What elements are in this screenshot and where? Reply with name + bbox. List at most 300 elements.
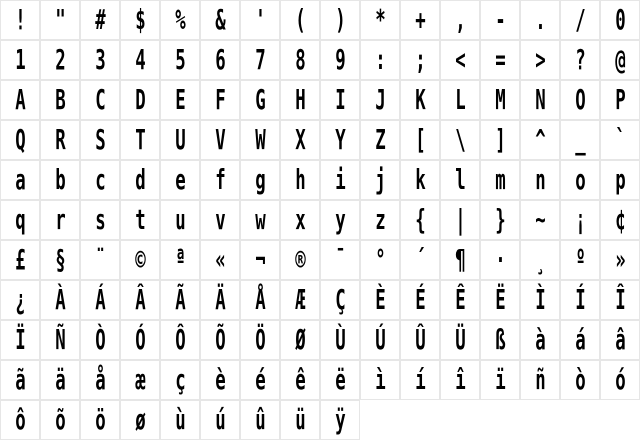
- glyph: 9: [334, 43, 346, 76]
- glyph: C: [94, 83, 106, 116]
- glyph: ê: [294, 363, 306, 396]
- glyph-cell: [560, 240, 600, 280]
- glyph-cell: [480, 360, 520, 400]
- glyph: î: [454, 363, 466, 396]
- glyph: 4: [134, 43, 146, 76]
- glyph-cell: [200, 200, 240, 240]
- glyph: v: [214, 203, 226, 236]
- glyph-cell: [480, 200, 520, 240]
- glyph-cell: [240, 240, 280, 280]
- glyph-cell: [440, 240, 480, 280]
- glyph: i: [334, 163, 346, 196]
- glyph: §: [54, 243, 66, 276]
- glyph: O: [574, 83, 586, 116]
- glyph-cell: [600, 0, 640, 40]
- glyph: Ä: [214, 283, 226, 316]
- glyph-cell: [0, 160, 40, 200]
- glyph: ñ: [534, 363, 546, 396]
- glyph-cell: [120, 160, 160, 200]
- glyph-cell: [560, 0, 600, 40]
- glyph: }: [494, 203, 506, 236]
- glyph: å: [94, 363, 106, 396]
- glyph-cell: [0, 80, 40, 120]
- glyph: @: [614, 43, 626, 76]
- glyph: P: [614, 83, 626, 116]
- glyph-cell: [160, 200, 200, 240]
- glyph: d: [134, 163, 146, 196]
- glyph: ÿ: [334, 403, 346, 436]
- glyph: ?: [574, 43, 586, 76]
- glyph-cell: [400, 320, 440, 360]
- glyph: :: [374, 43, 386, 76]
- glyph: Ö: [254, 323, 266, 356]
- glyph: !: [14, 3, 26, 36]
- glyph-cell: [160, 40, 200, 80]
- glyph: 3: [94, 43, 106, 76]
- glyph: `: [614, 123, 626, 156]
- glyph: J: [374, 83, 386, 116]
- glyph: »: [614, 243, 626, 276]
- glyph-cell: [280, 320, 320, 360]
- glyph-cell: [240, 80, 280, 120]
- glyph-cell: [560, 120, 600, 160]
- glyph-cell: [80, 240, 120, 280]
- glyph: £: [14, 243, 26, 276]
- glyph-cell: [120, 280, 160, 320]
- glyph-cell: [80, 360, 120, 400]
- glyph-cell: [0, 120, 40, 160]
- glyph-cell: [480, 240, 520, 280]
- glyph-cell: [40, 120, 80, 160]
- glyph: °: [374, 243, 386, 276]
- glyph: (: [294, 3, 306, 36]
- glyph: Ü: [454, 323, 466, 356]
- glyph-cell: [400, 240, 440, 280]
- glyph: Y: [334, 123, 346, 156]
- glyph: M: [494, 83, 506, 116]
- glyph-cell: [280, 80, 320, 120]
- glyph-cell: [160, 360, 200, 400]
- glyph: É: [414, 283, 426, 316]
- glyph: b: [54, 163, 66, 196]
- glyph-cell: [440, 120, 480, 160]
- glyph-cell: [360, 200, 400, 240]
- glyph: A: [14, 83, 26, 116]
- glyph: a: [14, 163, 26, 196]
- glyph-cell: [560, 80, 600, 120]
- glyph: Ç: [334, 283, 346, 316]
- empty-cell: [440, 400, 480, 440]
- glyph-cell: [520, 160, 560, 200]
- glyph-cell: [600, 240, 640, 280]
- glyph-cell: [520, 80, 560, 120]
- glyph: l: [454, 163, 466, 196]
- glyph-cell: [480, 120, 520, 160]
- glyph-cell: [0, 40, 40, 80]
- empty-cell: [360, 400, 400, 440]
- glyph-cell: [160, 160, 200, 200]
- glyph-cell: [160, 320, 200, 360]
- glyph-cell: [0, 320, 40, 360]
- glyph: ¨: [94, 243, 106, 276]
- glyph: X: [294, 123, 306, 156]
- glyph-cell: [80, 280, 120, 320]
- glyph: «: [214, 243, 226, 276]
- glyph-cell: [400, 160, 440, 200]
- glyph-cell: [40, 200, 80, 240]
- glyph-cell: [360, 80, 400, 120]
- glyph: è: [214, 363, 226, 396]
- glyph: Ø: [294, 323, 306, 356]
- glyph-cell: [40, 360, 80, 400]
- glyph-cell: [280, 360, 320, 400]
- glyph-cell: [160, 80, 200, 120]
- glyph-cell: [80, 200, 120, 240]
- glyph-cell: [440, 360, 480, 400]
- empty-cell: [560, 400, 600, 440]
- glyph-cell: [0, 280, 40, 320]
- empty-cell: [600, 400, 640, 440]
- glyph-cell: [120, 360, 160, 400]
- glyph: H: [294, 83, 306, 116]
- glyph: Á: [94, 283, 106, 316]
- glyph: /: [574, 3, 586, 36]
- glyph-cell: [520, 240, 560, 280]
- glyph: h: [294, 163, 306, 196]
- glyph-cell: [360, 160, 400, 200]
- glyph-cell: [200, 360, 240, 400]
- glyph-cell: [320, 160, 360, 200]
- glyph: #: [94, 3, 106, 36]
- glyph: Ê: [454, 283, 466, 316]
- empty-cell: [400, 400, 440, 440]
- glyph-cell: [80, 0, 120, 40]
- glyph-cell: [200, 120, 240, 160]
- glyph-cell: [600, 160, 640, 200]
- glyph: Ë: [494, 283, 506, 316]
- glyph-cell: [360, 240, 400, 280]
- glyph: Z: [374, 123, 386, 156]
- glyph: ·: [494, 243, 506, 276]
- glyph-cell: [400, 120, 440, 160]
- glyph-cell: [120, 240, 160, 280]
- glyph: ¬: [254, 243, 266, 276]
- glyph-cell: [440, 160, 480, 200]
- glyph: w: [254, 203, 266, 236]
- glyph: B: [54, 83, 66, 116]
- glyph-cell: [240, 200, 280, 240]
- glyph: ]: [494, 123, 506, 156]
- glyph-cell: [480, 0, 520, 40]
- glyph-cell: [200, 160, 240, 200]
- glyph-cell: [200, 240, 240, 280]
- glyph-cell: [240, 360, 280, 400]
- glyph: t: [134, 203, 146, 236]
- empty-cell: [480, 400, 520, 440]
- glyph-cell: [240, 160, 280, 200]
- glyph-cell: [80, 320, 120, 360]
- glyph: æ: [134, 363, 146, 396]
- glyph-cell: [440, 40, 480, 80]
- glyph: À: [54, 283, 66, 316]
- glyph-cell: [600, 80, 640, 120]
- glyph-cell: [0, 0, 40, 40]
- glyph-cell: [400, 40, 440, 80]
- glyph-cell: [400, 360, 440, 400]
- glyph: º: [574, 243, 586, 276]
- glyph-cell: [400, 0, 440, 40]
- glyph-cell: [480, 320, 520, 360]
- glyph: ø: [134, 403, 146, 436]
- glyph: ¢: [614, 203, 626, 236]
- glyph: z: [374, 203, 386, 236]
- glyph: Ì: [534, 283, 546, 316]
- glyph-cell: [240, 0, 280, 40]
- glyph: ´: [414, 243, 426, 276]
- glyph-cell: [280, 280, 320, 320]
- glyph-cell: [320, 240, 360, 280]
- glyph: ¶: [454, 243, 466, 276]
- glyph: F: [214, 83, 226, 116]
- glyph: D: [134, 83, 146, 116]
- glyph-cell: [440, 80, 480, 120]
- glyph-cell: [200, 280, 240, 320]
- glyph-cell: [160, 240, 200, 280]
- glyph-cell: [560, 200, 600, 240]
- glyph: ¡: [574, 203, 586, 236]
- glyph-cell: [560, 280, 600, 320]
- glyph: ^: [534, 123, 546, 156]
- glyph: _: [574, 123, 586, 156]
- glyph: Ù: [334, 323, 346, 356]
- glyph: ¸: [534, 243, 546, 276]
- glyph: ö: [94, 403, 106, 436]
- glyph-cell: [600, 360, 640, 400]
- glyph-cell: [560, 320, 600, 360]
- glyph: |: [454, 203, 466, 236]
- glyph: s: [94, 203, 106, 236]
- glyph: >: [534, 43, 546, 76]
- glyph: ã: [14, 363, 26, 396]
- glyph: -: [494, 3, 506, 36]
- glyph-cell: [560, 360, 600, 400]
- glyph: ;: [414, 43, 426, 76]
- glyph-cell: [160, 0, 200, 40]
- glyph-cell: [480, 280, 520, 320]
- glyph: ": [54, 3, 66, 36]
- glyph-cell: [560, 40, 600, 80]
- glyph-cell: [40, 40, 80, 80]
- glyph-cell: [320, 120, 360, 160]
- glyph: {: [414, 203, 426, 236]
- glyph: V: [214, 123, 226, 156]
- glyph: ¿: [14, 283, 26, 316]
- glyph: à: [534, 323, 546, 356]
- glyph-cell: [0, 400, 40, 440]
- glyph-cell: [520, 200, 560, 240]
- glyph-cell: [120, 200, 160, 240]
- glyph: +: [414, 3, 426, 36]
- glyph: ©: [134, 243, 146, 276]
- glyph: j: [374, 163, 386, 196]
- glyph: T: [134, 123, 146, 156]
- glyph-cell: [240, 120, 280, 160]
- glyph-cell: [560, 160, 600, 200]
- glyph: Ã: [174, 283, 186, 316]
- glyph-cell: [480, 40, 520, 80]
- glyph-cell: [320, 0, 360, 40]
- glyph-cell: [40, 240, 80, 280]
- glyph-cell: [280, 120, 320, 160]
- glyph: y: [334, 203, 346, 236]
- glyph-cell: [360, 40, 400, 80]
- glyph: E: [174, 83, 186, 116]
- glyph-cell: [280, 200, 320, 240]
- glyph: Í: [574, 283, 586, 316]
- glyph-cell: [200, 320, 240, 360]
- glyph: â: [614, 323, 626, 356]
- glyph: c: [94, 163, 106, 196]
- glyph-cell: [360, 280, 400, 320]
- glyph: ë: [334, 363, 346, 396]
- glyph-cell: [600, 120, 640, 160]
- empty-cell: [520, 400, 560, 440]
- glyph: u: [174, 203, 186, 236]
- glyph-cell: [40, 320, 80, 360]
- glyph-cell: [80, 400, 120, 440]
- glyph: %: [174, 3, 186, 36]
- glyph-cell: [80, 80, 120, 120]
- glyph: ü: [294, 403, 306, 436]
- glyph: Ó: [134, 323, 146, 356]
- glyph-cell: [120, 320, 160, 360]
- glyph-cell: [600, 40, 640, 80]
- glyph-cell: [240, 280, 280, 320]
- glyph: e: [174, 163, 186, 196]
- glyph: L: [454, 83, 466, 116]
- glyph-cell: [520, 40, 560, 80]
- glyph: 8: [294, 43, 306, 76]
- glyph: *: [374, 3, 386, 36]
- glyph: Å: [254, 283, 266, 316]
- glyph-cell: [160, 400, 200, 440]
- glyph-cell: [280, 240, 320, 280]
- glyph-cell: [520, 280, 560, 320]
- glyph: ): [334, 3, 346, 36]
- glyph: .: [534, 3, 546, 36]
- glyph-cell: [200, 0, 240, 40]
- glyph: &: [214, 3, 226, 36]
- glyph-cell: [200, 80, 240, 120]
- glyph: q: [14, 203, 26, 236]
- glyph-cell: [80, 160, 120, 200]
- glyph-cell: [80, 40, 120, 80]
- glyph: K: [414, 83, 426, 116]
- glyph: f: [214, 163, 226, 196]
- glyph: ': [254, 3, 266, 36]
- glyph-cell: [520, 320, 560, 360]
- glyph-cell: [360, 360, 400, 400]
- glyph: Â: [134, 283, 146, 316]
- glyph: ú: [214, 403, 226, 436]
- glyph: S: [94, 123, 106, 156]
- glyph-cell: [0, 240, 40, 280]
- glyph: û: [254, 403, 266, 436]
- glyph-cell: [280, 40, 320, 80]
- glyph: k: [414, 163, 426, 196]
- glyph: g: [254, 163, 266, 196]
- glyph-cell: [360, 320, 400, 360]
- glyph-cell: [440, 320, 480, 360]
- glyph: ®: [294, 243, 306, 276]
- glyph: <: [454, 43, 466, 76]
- glyph: ô: [14, 403, 26, 436]
- glyph: I: [334, 83, 346, 116]
- glyph: ß: [494, 323, 506, 356]
- glyph: 7: [254, 43, 266, 76]
- glyph: Ú: [374, 323, 386, 356]
- glyph-cell: [320, 320, 360, 360]
- glyph: [: [414, 123, 426, 156]
- glyph: Õ: [214, 323, 226, 356]
- glyph: $: [134, 3, 146, 36]
- glyph-cell: [320, 280, 360, 320]
- glyph: W: [254, 123, 266, 156]
- glyph: á: [574, 323, 586, 356]
- glyph-cell: [120, 80, 160, 120]
- glyph-cell: [200, 400, 240, 440]
- glyph-cell: [280, 400, 320, 440]
- glyph-cell: [360, 0, 400, 40]
- glyph-cell: [320, 360, 360, 400]
- glyph-cell: [520, 0, 560, 40]
- glyph: ç: [174, 363, 186, 396]
- glyph-cell: [320, 80, 360, 120]
- glyph: ¯: [334, 243, 346, 276]
- glyph: ,: [454, 3, 466, 36]
- glyph-cell: [480, 160, 520, 200]
- glyph-cell: [40, 400, 80, 440]
- glyph-cell: [280, 0, 320, 40]
- glyph: Æ: [294, 283, 306, 316]
- glyph: n: [534, 163, 546, 196]
- glyph-cell: [480, 80, 520, 120]
- glyph: Î: [614, 283, 626, 316]
- glyph: 1: [14, 43, 26, 76]
- glyph-cell: [360, 120, 400, 160]
- glyph-cell: [120, 400, 160, 440]
- glyph: 5: [174, 43, 186, 76]
- glyph: é: [254, 363, 266, 396]
- glyph: 6: [214, 43, 226, 76]
- glyph-cell: [440, 200, 480, 240]
- glyph-cell: [160, 280, 200, 320]
- glyph: ª: [174, 243, 186, 276]
- glyph: È: [374, 283, 386, 316]
- glyph-cell: [40, 160, 80, 200]
- glyph-cell: [320, 400, 360, 440]
- glyph-cell: [440, 0, 480, 40]
- glyph-cell: [40, 280, 80, 320]
- glyph-cell: [80, 120, 120, 160]
- glyph: o: [574, 163, 586, 196]
- glyph-cell: [120, 120, 160, 160]
- glyph: Ò: [94, 323, 106, 356]
- glyph: R: [54, 123, 66, 156]
- glyph: Ô: [174, 323, 186, 356]
- glyph-cell: [600, 200, 640, 240]
- glyph-cell: [240, 40, 280, 80]
